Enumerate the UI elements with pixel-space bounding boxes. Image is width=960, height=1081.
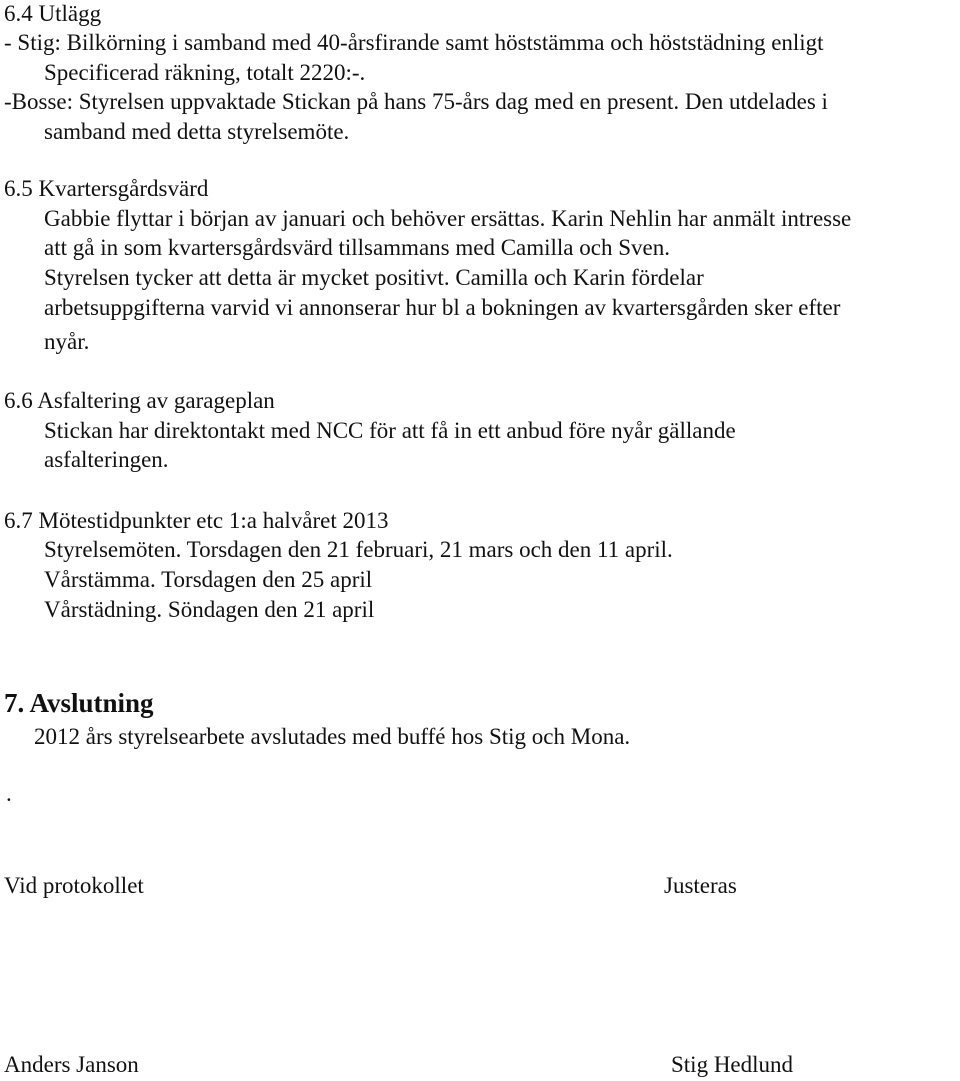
section-6-4-line-1: - Stig: Bilkörning i samband med 40-årsfirande samt höststämma och höststädning enligt — [4, 30, 824, 55]
section-6-5-line-5: nyår. — [44, 329, 90, 354]
section-6-4-line-2: Specificerad räkning, totalt 2220:-. — [44, 60, 366, 85]
section-6-5-line-1: Gabbie flyttar i början av januari och behöver ersättas. Karin Nehlin har anmält intresse — [44, 206, 852, 231]
section-6-6-heading: 6.6 Asfaltering av garageplan — [4, 388, 275, 413]
section-6-5-line-3: Styrelsen tycker att detta är mycket positivt. Camilla och Karin fördelar — [44, 265, 704, 290]
stray-period: . — [6, 781, 12, 806]
signature-name-right: Stig Hedlund — [671, 1052, 794, 1077]
section-6-5-line-2: att gå in som kvartersgårdsvärd tillsammans med Camilla och Sven. — [44, 235, 670, 260]
section-6-7-line-1: Styrelsemöten. Torsdagen den 21 februari, 21 mars och den 11 april. — [44, 537, 673, 562]
section-7-heading: 7. Avslutning — [4, 688, 154, 718]
section-6-7-heading: 6.7 Mötestidpunkter etc 1:a halvåret 2013 — [4, 508, 389, 533]
section-6-4-line-3: -Bosse: Styrelsen uppvaktade Stickan på hans 75-års dag med en present. Den utdelades i — [4, 89, 828, 114]
section-6-5-line-4: arbetsuppgifterna varvid vi annonserar hur bl a bokningen av kvartersgården sker efter — [44, 295, 841, 320]
section-6-4-line-4: samband med detta styrelsemöte. — [44, 119, 350, 144]
section-6-6-line-1: Stickan har direktontakt med NCC för att få in ett anbud före nyår gällande — [44, 418, 736, 443]
section-6-7-line-2: Vårstämma. Torsdagen den 25 april — [44, 567, 373, 592]
section-6-4-heading: 6.4 Utlägg — [4, 1, 102, 26]
section-6-7-line-3: Vårstädning. Söndagen den 21 april — [44, 597, 375, 622]
signature-name-left: Anders Janson — [4, 1052, 139, 1077]
signature-label-left: Vid protokollet — [4, 873, 144, 898]
signature-label-right: Justeras — [664, 873, 737, 898]
section-6-6-line-2: asfalteringen. — [44, 447, 169, 472]
section-7-line-1: 2012 års styrelsearbete avslutades med buffé hos Stig och Mona. — [34, 724, 631, 749]
section-6-5-heading: 6.5 Kvartersgårdsvärd — [4, 176, 209, 201]
